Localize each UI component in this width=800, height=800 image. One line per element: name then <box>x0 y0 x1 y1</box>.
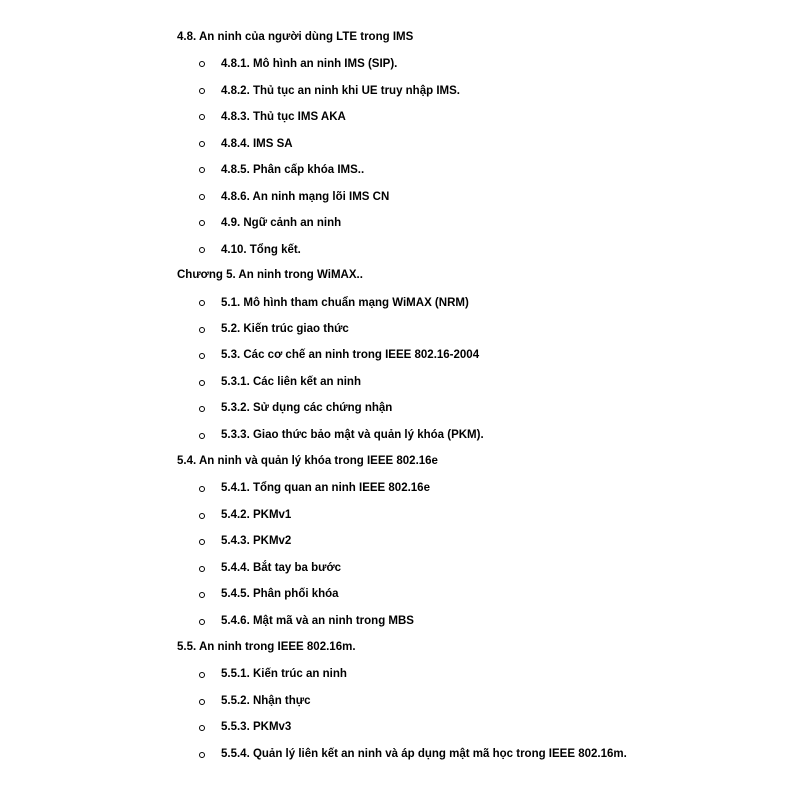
toc-heading: 5.4. An ninh và quản lý khóa trong IEEE 802.16e <box>177 455 438 467</box>
toc-item: 5.4.5. Phân phối khóa <box>221 588 339 600</box>
toc-item: 4.9. Ngữ cảnh an ninh <box>221 217 342 229</box>
bullet-icon <box>199 300 205 306</box>
bullet-icon <box>199 141 205 147</box>
bullet-icon <box>199 672 205 678</box>
bullet-icon <box>199 486 205 492</box>
bullet-icon <box>199 167 205 173</box>
toc-item: 5.4.4. Bắt tay ba bước <box>221 562 342 574</box>
bullet-icon <box>199 539 205 545</box>
bullet-icon <box>199 247 205 253</box>
toc-heading: 5.5. An ninh trong IEEE 802.16m. <box>177 641 356 653</box>
toc-item: 4.10. Tổng kết. <box>221 244 301 256</box>
toc-item: 4.8.5. Phân cấp khóa IMS.. <box>221 164 365 176</box>
bullet-icon <box>199 513 205 519</box>
toc-heading: Chương 5. An ninh trong WiMAX.. <box>177 269 363 281</box>
toc-item: 4.8.3. Thủ tục IMS AKA <box>221 111 346 123</box>
toc-item: 5.5.2. Nhận thực <box>221 695 311 707</box>
bullet-icon <box>199 194 205 200</box>
bullet-icon <box>199 380 205 386</box>
bullet-icon <box>199 752 205 758</box>
toc-item: 5.4.1. Tổng quan an ninh IEEE 802.16e <box>221 482 430 494</box>
bullet-icon <box>199 619 205 625</box>
toc-item: 5.5.1. Kiến trúc an ninh <box>221 668 347 680</box>
bullet-icon <box>199 88 205 94</box>
bullet-icon <box>199 353 205 359</box>
bullet-icon <box>199 220 205 226</box>
toc-item: 5.4.2. PKMv1 <box>221 509 292 521</box>
bullet-icon <box>199 406 205 412</box>
toc-heading: 4.8. An ninh của người dùng LTE trong IMS <box>177 31 414 43</box>
toc-item: 5.3.1. Các liên kết an ninh <box>221 376 361 388</box>
toc-item: 5.3.3. Giao thức bảo mật và quản lý khóa (PKM). <box>221 429 484 441</box>
bullet-icon <box>199 433 205 439</box>
bullet-icon <box>199 327 205 333</box>
toc-item: 5.4.3. PKMv2 <box>221 535 292 547</box>
toc-item: 5.1. Mô hình tham chuẩn mạng WiMAX (NRM) <box>221 297 469 309</box>
toc-item: 5.3.2. Sử dụng các chứng nhận <box>221 402 393 414</box>
toc-item: 5.4.6. Mật mã và an ninh trong MBS <box>221 615 414 627</box>
bullet-icon <box>199 566 205 572</box>
toc-item: 5.3. Các cơ chế an ninh trong IEEE 802.16-2004 <box>221 349 480 361</box>
toc-item: 5.5.3. PKMv3 <box>221 721 292 733</box>
toc-item: 5.5.4. Quản lý liên kết an ninh và áp dụng mật mã học trong IEEE 802.16m. <box>221 748 627 760</box>
bullet-icon <box>199 592 205 598</box>
toc-item: 4.8.2. Thủ tục an ninh khi UE truy nhập IMS. <box>221 85 460 97</box>
toc-item: 4.8.1. Mô hình an ninh IMS (SIP). <box>221 58 398 70</box>
toc-item: 5.2. Kiến trúc giao thức <box>221 323 349 335</box>
bullet-icon <box>199 699 205 705</box>
bullet-icon <box>199 114 205 120</box>
bullet-icon <box>199 61 205 67</box>
toc-item: 4.8.4. IMS SA <box>221 138 293 150</box>
toc-item: 4.8.6. An ninh mạng lõi IMS CN <box>221 191 390 203</box>
bullet-icon <box>199 725 205 731</box>
